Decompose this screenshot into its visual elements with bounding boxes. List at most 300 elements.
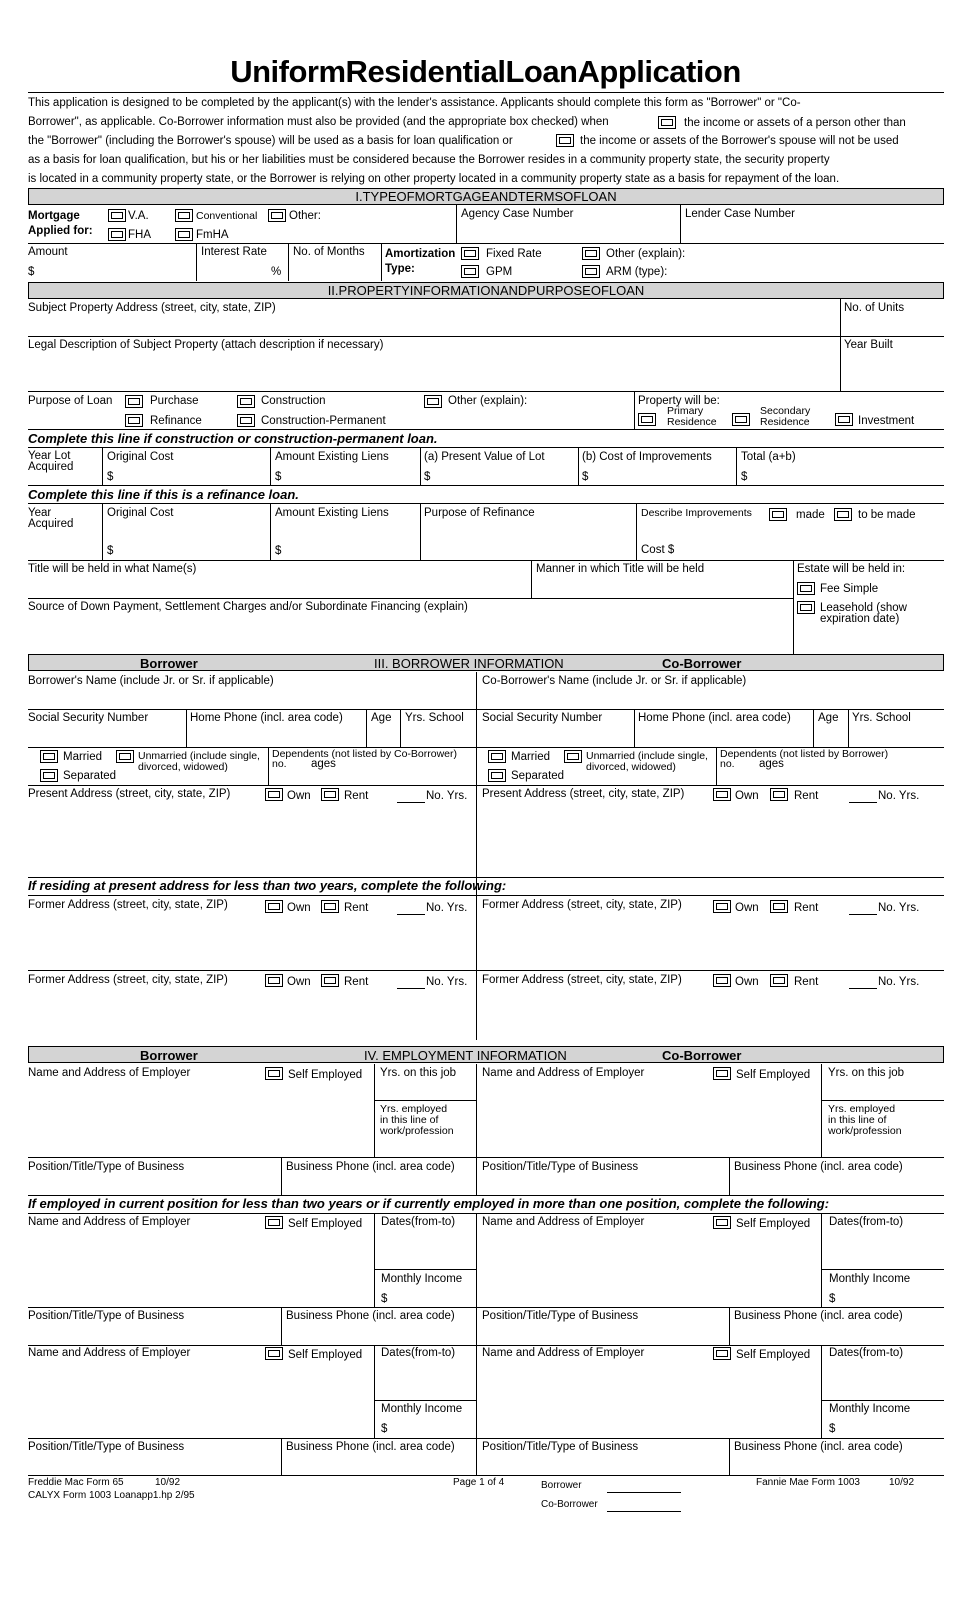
coborrower-present-own-checkbox[interactable] <box>713 788 731 801</box>
divider <box>281 1438 282 1475</box>
divider <box>288 243 289 281</box>
section-3-coborrower-heading: Co-Borrower <box>662 656 742 671</box>
coborrower-prior-1-position-label: Position/Title/Type of Business <box>482 1310 639 1322</box>
original-cost-dollar: $ <box>107 471 114 483</box>
borrower-yrs-employed-label: Yrs. employed <box>380 1103 448 1115</box>
footer-freddie-date: 10/92 <box>155 1477 181 1488</box>
divider <box>381 243 382 281</box>
investment-label: Investment <box>858 415 915 427</box>
secondary-label: Secondary <box>760 405 811 417</box>
coborrower-former-2-own-checkbox[interactable] <box>713 974 731 987</box>
borrower-in-this-line-label: in this line of <box>380 1114 439 1126</box>
describe-improvements-label: Describe Improvements <box>641 507 752 519</box>
made-checkbox[interactable] <box>769 508 787 521</box>
borrower-prior-2-phone-label: Business Phone (incl. area code) <box>286 1441 455 1453</box>
coborrower-prior-1-income-label: Monthly Income <box>829 1273 911 1285</box>
refinance-line-heading: Complete this line if this is a refinance loan. <box>28 487 299 502</box>
divider <box>531 560 532 598</box>
fmha-label: FmHA <box>196 229 229 241</box>
coborrower-unmarried-label: Unmarried (include single, <box>586 750 708 762</box>
divider <box>848 709 849 747</box>
spouse-income-checkbox[interactable] <box>556 134 574 147</box>
va-label: V.A. <box>128 210 149 222</box>
coborrower-in-this-line-label: in this line of <box>828 1114 887 1126</box>
section-3-header: III. BORROWER INFORMATION <box>374 656 564 671</box>
coborrower-prior-1-income-dollar: $ <box>829 1293 836 1305</box>
borrower-prior-2-dates-label: Dates(from-to) <box>381 1347 456 1359</box>
footer-borrower-initials-blank[interactable] <box>607 1481 681 1493</box>
borrower-prior-1-dates-label: Dates(from-to) <box>381 1216 456 1228</box>
borrower-separated-checkbox[interactable] <box>40 769 58 782</box>
divider <box>28 1307 944 1308</box>
divider <box>186 709 187 747</box>
coborrower-work-profession-label: work/profession <box>828 1125 902 1137</box>
divider <box>28 1213 944 1214</box>
year-label: Year <box>28 507 52 519</box>
coborrower-business-phone-label: Business Phone (incl. area code) <box>734 1161 903 1173</box>
coborrower-former-1-own-checkbox[interactable] <box>713 900 731 913</box>
coborrower-prior-1-dates-label: Dates(from-to) <box>829 1216 904 1228</box>
divider <box>821 1100 944 1101</box>
construction-checkbox[interactable] <box>237 395 255 408</box>
purchase-checkbox[interactable] <box>125 395 143 408</box>
fha-checkbox[interactable] <box>108 228 126 241</box>
borrower-former-1-rent-checkbox[interactable] <box>321 900 339 913</box>
refinance-checkbox[interactable] <box>125 414 143 427</box>
original-cost-label: Original Cost <box>107 451 174 463</box>
divider <box>28 485 944 486</box>
borrower-prior-1-income-label: Monthly Income <box>381 1273 463 1285</box>
borrower-present-years-label: No. Yrs. <box>426 790 468 802</box>
borrower-former-1-own-checkbox[interactable] <box>265 900 283 913</box>
divider <box>793 560 794 654</box>
coborrower-present-years-blank[interactable] <box>849 791 877 803</box>
employed-line-heading: If employed in current position for less than two years or if currently employed in more than one position, complete the following: <box>28 1196 830 1211</box>
borrower-ssn-label: Social Security Number <box>28 712 149 724</box>
refinance-label: Refinance <box>150 415 202 427</box>
divider <box>28 1475 944 1476</box>
other-mortgage-checkbox[interactable] <box>268 209 286 222</box>
fixed-rate-checkbox[interactable] <box>461 247 479 260</box>
year-built-label: Year Built <box>844 339 893 351</box>
coborrower-self-employed-label: Self Employed <box>736 1069 811 1081</box>
coborrower-separated-checkbox[interactable] <box>488 769 506 782</box>
conventional-label: Conventional <box>196 210 258 222</box>
coborrower-school-label: Yrs. School <box>852 712 911 724</box>
coborrower-dependents-ages: ages <box>759 758 784 770</box>
acquired-label: Acquired <box>28 461 74 473</box>
mortgage-label: Mortgage <box>28 210 80 222</box>
section-1-header: I.TYPEOFMORTGAGEANDTERMSOFLOAN <box>28 188 944 205</box>
gpm-checkbox[interactable] <box>461 265 479 278</box>
borrower-former-1-years-blank[interactable] <box>397 903 425 915</box>
divider <box>634 709 635 747</box>
gpm-label: GPM <box>486 266 513 278</box>
coborrower-self-employed-checkbox[interactable] <box>713 1067 731 1080</box>
borrower-prior-2-income-dollar: $ <box>381 1423 388 1435</box>
borrower-dependents-no: no. <box>272 758 287 770</box>
leasehold-label: Leasehold (show <box>820 602 907 614</box>
year-acquired-label: Acquired <box>28 518 74 530</box>
divider <box>821 1213 822 1307</box>
coborrower-dependents-label: Dependents (not listed by Borrower) <box>720 748 889 760</box>
construction-label: Construction <box>261 395 326 407</box>
divider <box>634 391 635 429</box>
coborrower-yrs-job-label: Yrs. on this job <box>828 1067 905 1079</box>
total-label: Total (a+b) <box>741 451 796 463</box>
coborrower-prior-employer-1-label: Name and Address of Employer <box>482 1216 645 1228</box>
intro-line-5: is located in a community property state, or the Borrower is relying on other property located in a community property state as a basis for repayment of the loan. <box>28 173 840 185</box>
amortization-type-label: Type: <box>385 263 415 275</box>
coborrower-prior-1-self-employed-label: Self Employed <box>736 1218 811 1230</box>
fha-label: FHA <box>128 229 151 241</box>
borrower-yrs-job-label: Yrs. on this job <box>380 1067 457 1079</box>
property-will-be-label: Property will be: <box>638 395 720 407</box>
borrower-prior-employer-1-label: Name and Address of Employer <box>28 1216 191 1228</box>
divider <box>28 447 944 448</box>
coborrower-yrs-employed-label: Yrs. employed <box>828 1103 896 1115</box>
made-label: made <box>796 509 825 521</box>
coborrower-age-label: Age <box>818 712 839 724</box>
present-value-label: (a) Present Value of Lot <box>424 451 545 463</box>
footer-page-number: Page 1 of 4 <box>453 1477 505 1488</box>
other-amort-label: Other (explain): <box>606 248 686 260</box>
months-label: No. of Months <box>293 246 365 258</box>
refi-existing-liens-label: Amount Existing Liens <box>275 507 389 519</box>
divider <box>400 709 401 747</box>
purpose-label: Purpose of Loan <box>28 395 113 407</box>
fixed-rate-label: Fixed Rate <box>486 248 542 260</box>
divider <box>281 1307 282 1345</box>
coborrower-present-rent-checkbox[interactable] <box>770 788 788 801</box>
agency-case-label: Agency Case Number <box>461 208 574 220</box>
divider <box>374 1213 375 1307</box>
divider <box>420 503 421 560</box>
fee-simple-checkbox[interactable] <box>797 582 815 595</box>
borrower-phone-label: Home Phone (incl. area code) <box>190 712 343 724</box>
borrower-prior-2-income-label: Monthly Income <box>381 1403 463 1415</box>
other-purpose-checkbox[interactable] <box>424 395 442 408</box>
coborrower-separated-label: Separated <box>511 770 565 782</box>
coborrower-former-1-years-blank[interactable] <box>849 903 877 915</box>
coborrower-prior-1-phone-label: Business Phone (incl. area code) <box>734 1310 903 1322</box>
coborrower-ssn-label: Social Security Number <box>482 712 603 724</box>
divider <box>729 1307 730 1345</box>
down-payment-source-label: Source of Down Payment, Settlement Charges and/or Subordinate Financing (explain) <box>28 601 468 613</box>
borrower-column-divider <box>476 672 477 1040</box>
borrower-unmarried-checkbox[interactable] <box>116 750 134 763</box>
borrower-present-address-label: Present Address (street, city, state, ZIP) <box>28 788 231 800</box>
footer-borrower-initials-label: Borrower <box>541 1480 582 1491</box>
coborrower-former-2-years-label: No. Yrs. <box>878 976 920 988</box>
footer-coborrower-initials-label: Co-Borrower <box>541 1499 598 1510</box>
purpose-refinance-label: Purpose of Refinance <box>424 507 535 519</box>
other-purpose-label: Other (explain): <box>448 395 528 407</box>
to-be-made-checkbox[interactable] <box>834 508 852 521</box>
intro-line-1: This application is designed to be completed by the applicant(s) with the lender's assistance. Applicants should complete this form as "Borrower" or "Co- <box>28 97 801 109</box>
borrower-present-rent-label: Rent <box>344 790 369 802</box>
borrower-employer-label: Name and Address of Employer <box>28 1067 191 1079</box>
conventional-checkbox[interactable] <box>175 209 193 222</box>
coborrower-dependents-no: no. <box>720 758 735 770</box>
section-3-borrower-heading: Borrower <box>140 656 198 671</box>
borrower-age-label: Age <box>371 712 392 724</box>
footer-fannie-form: Fannie Mae Form 1003 <box>756 1477 860 1488</box>
coborrower-prior-2-income-label: Monthly Income <box>829 1403 911 1415</box>
investment-checkbox[interactable] <box>835 413 853 426</box>
coborrower-prior-2-self-employed-checkbox[interactable] <box>713 1347 731 1360</box>
coborrower-former-2-years-blank[interactable] <box>849 977 877 989</box>
improvements-cost-label: Cost $ <box>641 544 675 556</box>
divider <box>28 1157 944 1158</box>
footer-freddie-form: Freddie Mac Form 65 <box>28 1477 124 1488</box>
borrower-separated-label: Separated <box>63 770 117 782</box>
existing-liens-dollar: $ <box>275 471 282 483</box>
borrower-prior-employer-2-label: Name and Address of Employer <box>28 1347 191 1359</box>
footer-calyx-form: CALYX Form 1003 Loanapp1.hp 2/95 <box>28 1490 195 1501</box>
coborrower-former-1-years-label: No. Yrs. <box>878 902 920 914</box>
borrower-present-rent-checkbox[interactable] <box>321 788 339 801</box>
refi-original-cost-dollar: $ <box>107 545 114 557</box>
fee-simple-label: Fee Simple <box>820 583 879 595</box>
coborrower-former-address-2-label: Former Address (street, city, state, ZIP) <box>482 974 682 986</box>
borrower-former-1-years-label: No. Yrs. <box>426 902 468 914</box>
coborrower-former-1-own-label: Own <box>735 902 759 914</box>
lender-case-label: Lender Case Number <box>685 208 795 220</box>
section-2-header: II.PROPERTYINFORMATIONANDPURPOSEOFLOAN <box>28 282 944 299</box>
borrower-prior-1-self-employed-checkbox[interactable] <box>265 1216 283 1229</box>
intro-line-3a: the "Borrower" (including the Borrower's spouse) will be used as a basis for loan qualification or <box>28 135 513 147</box>
divider <box>28 1345 944 1346</box>
secondary-residence-label: Residence <box>760 416 810 428</box>
borrower-present-own-checkbox[interactable] <box>265 788 283 801</box>
coborrower-position-label: Position/Title/Type of Business <box>482 1161 639 1173</box>
coborrower-prior-1-self-employed-checkbox[interactable] <box>713 1216 731 1229</box>
divider <box>196 243 197 281</box>
divider <box>102 503 103 560</box>
borrower-self-employed-checkbox[interactable] <box>265 1067 283 1080</box>
va-checkbox[interactable] <box>108 209 126 222</box>
coborrower-married-label: Married <box>511 751 550 763</box>
borrower-prior-1-self-employed-label: Self Employed <box>288 1218 363 1230</box>
interest-rate-label: Interest Rate <box>201 246 267 258</box>
intro-line-2a: Borrower", as applicable. Co-Borrower information must also be provided (and the appropriate box checked) when <box>28 116 609 128</box>
borrower-married-checkbox[interactable] <box>40 750 58 763</box>
other-amort-checkbox[interactable] <box>582 247 600 260</box>
borrower-former-1-rent-label: Rent <box>344 902 369 914</box>
primary-residence-label: Residence <box>667 416 717 428</box>
present-value-dollar: $ <box>424 471 431 483</box>
divider <box>374 1345 375 1438</box>
borrower-former-address-2-label: Former Address (street, city, state, ZIP) <box>28 974 228 986</box>
divider <box>374 1064 375 1157</box>
coborrower-phone-label: Home Phone (incl. area code) <box>638 712 791 724</box>
divider <box>420 447 421 485</box>
intro-line-3b: the income or assets of the Borrower's spouse will not be used <box>580 135 899 147</box>
borrower-position-label: Position/Title/Type of Business <box>28 1161 185 1173</box>
divider <box>821 1064 822 1157</box>
borrower-prior-2-self-employed-checkbox[interactable] <box>265 1347 283 1360</box>
borrower-former-2-rent-label: Rent <box>344 976 369 988</box>
section-4-borrower-heading: Borrower <box>140 1048 198 1063</box>
divider <box>366 709 367 747</box>
divider <box>270 503 271 560</box>
divider <box>578 447 579 485</box>
borrower-dependents-ages: ages <box>311 758 336 770</box>
coborrower-employer-label: Name and Address of Employer <box>482 1067 645 1079</box>
purchase-label: Purchase <box>150 395 199 407</box>
divider <box>821 1345 822 1438</box>
subject-address-label: Subject Property Address (street, city, state, ZIP) <box>28 302 276 314</box>
primary-label: Primary <box>667 405 704 417</box>
divider <box>28 243 944 244</box>
borrower-present-years-blank[interactable] <box>397 791 425 803</box>
other-mortgage-label: Other: <box>289 210 321 222</box>
borrower-married-label: Married <box>63 751 102 763</box>
secondary-residence-checkbox[interactable] <box>732 413 750 426</box>
borrower-prior-2-position-label: Position/Title/Type of Business <box>28 1441 185 1453</box>
residing-line-heading: If residing at present address for less than two years, complete the following: <box>28 878 507 893</box>
legal-description-label: Legal Description of Subject Property (attach description if necessary) <box>28 339 384 351</box>
intro-line-2b: the income or assets of a person other than <box>684 117 906 129</box>
coborrower-former-1-rent-checkbox[interactable] <box>770 900 788 913</box>
page-title: UniformResidentialLoanApplication <box>230 54 741 89</box>
total-dollar: $ <box>741 471 748 483</box>
borrower-work-profession-label: work/profession <box>380 1125 454 1137</box>
divider <box>28 503 944 504</box>
divider <box>268 747 269 785</box>
leasehold-checkbox[interactable] <box>797 601 815 614</box>
coborrower-present-address-label: Present Address (street, city, state, ZIP) <box>482 788 685 800</box>
divider <box>270 447 271 485</box>
coborrower-prior-2-income-dollar: $ <box>829 1423 836 1435</box>
amortization-label: Amortization <box>385 248 456 260</box>
borrower-prior-1-phone-label: Business Phone (incl. area code) <box>286 1310 455 1322</box>
borrower-prior-1-position-label: Position/Title/Type of Business <box>28 1310 185 1322</box>
divider <box>28 895 944 896</box>
borrower-dependents-label: Dependents (not listed by Co-Borrower) <box>272 748 458 760</box>
cost-improvements-dollar: $ <box>582 471 589 483</box>
borrower-former-2-own-label: Own <box>287 976 311 988</box>
divider <box>729 1438 730 1475</box>
divider <box>281 1157 282 1195</box>
divider <box>374 1400 476 1401</box>
footer-coborrower-initials-blank[interactable] <box>607 1500 681 1512</box>
borrower-former-2-years-blank[interactable] <box>397 977 425 989</box>
coborrower-present-own-label: Own <box>735 790 759 802</box>
title-names-label: Title will be held in what Name(s) <box>28 563 197 575</box>
coborrower-name-label: Co-Borrower's Name (include Jr. or Sr. if applicable) <box>482 675 747 687</box>
divider <box>680 205 681 243</box>
borrower-self-employed-label: Self Employed <box>288 1069 363 1081</box>
borrower-name-label: Borrower's Name (include Jr. or Sr. if applicable) <box>28 675 274 687</box>
borrower-former-address-1-label: Former Address (street, city, state, ZIP) <box>28 899 228 911</box>
divider <box>636 503 637 560</box>
borrower-unmarried-label: Unmarried (include single, <box>138 750 260 762</box>
divider <box>28 336 944 337</box>
divider <box>736 447 737 485</box>
divider <box>456 205 457 243</box>
year-lot-label: Year Lot <box>28 450 71 462</box>
units-label: No. of Units <box>844 302 905 314</box>
borrower-business-phone-label: Business Phone (incl. area code) <box>286 1161 455 1173</box>
fmha-checkbox[interactable] <box>175 228 193 241</box>
coborrower-income-checkbox[interactable] <box>658 116 676 129</box>
divider <box>840 299 841 391</box>
amount-label: Amount <box>28 246 68 258</box>
divider <box>28 598 793 599</box>
coborrower-former-2-rent-label: Rent <box>794 976 819 988</box>
estate-label: Estate will be held in: <box>797 563 906 575</box>
refi-existing-liens-dollar: $ <box>275 545 282 557</box>
section-4-header: IV. EMPLOYMENT INFORMATION <box>364 1048 567 1063</box>
borrower-divorced-label: divorced, widowed) <box>138 761 228 773</box>
expiration-label: expiration date) <box>820 613 900 625</box>
intro-line-4: as a basis for loan qualification, but his or her liabilities must be considered because the Borrower resides in a community property state, the security property <box>28 154 830 166</box>
divider <box>28 92 944 93</box>
borrower-former-1-own-label: Own <box>287 902 311 914</box>
title-manner-label: Manner in which Title will be held <box>536 563 705 575</box>
coborrower-prior-2-position-label: Position/Title/Type of Business <box>482 1441 639 1453</box>
percent-sign: % <box>271 266 282 278</box>
divider <box>821 1269 944 1270</box>
prior-employment-column-divider <box>476 1213 477 1475</box>
coborrower-present-years-label: No. Yrs. <box>878 790 920 802</box>
refi-original-cost-label: Original Cost <box>107 507 174 519</box>
borrower-former-2-years-label: No. Yrs. <box>426 976 468 988</box>
arm-label: ARM (type): <box>606 266 668 278</box>
section-4-coborrower-heading: Co-Borrower <box>662 1048 742 1063</box>
construction-line-heading: Complete this line if construction or construction-permanent loan. <box>28 431 438 446</box>
footer-fannie-date: 10/92 <box>889 1477 915 1488</box>
divider <box>813 709 814 747</box>
borrower-prior-1-income-dollar: $ <box>381 1293 388 1305</box>
coborrower-married-checkbox[interactable] <box>488 750 506 763</box>
coborrower-former-address-1-label: Former Address (street, city, state, ZIP) <box>482 899 682 911</box>
coborrower-present-rent-label: Rent <box>794 790 819 802</box>
amount-dollar: $ <box>28 266 35 278</box>
coborrower-prior-2-dates-label: Dates(from-to) <box>829 1347 904 1359</box>
divider <box>102 447 103 485</box>
borrower-former-2-rent-checkbox[interactable] <box>321 974 339 987</box>
coborrower-divorced-label: divorced, widowed) <box>586 761 676 773</box>
borrower-prior-2-self-employed-label: Self Employed <box>288 1349 363 1361</box>
divider <box>821 1400 944 1401</box>
borrower-former-2-own-checkbox[interactable] <box>265 974 283 987</box>
construction-perm-label: Construction-Permanent <box>261 415 386 427</box>
divider <box>716 747 717 785</box>
coborrower-former-2-rent-checkbox[interactable] <box>770 974 788 987</box>
divider <box>729 1157 730 1195</box>
divider <box>28 970 944 971</box>
divider <box>28 1438 944 1439</box>
divider <box>374 1100 476 1101</box>
divider <box>28 429 944 430</box>
coborrower-former-2-own-label: Own <box>735 976 759 988</box>
divider <box>28 560 944 561</box>
divider <box>28 391 944 392</box>
coborrower-prior-employer-2-label: Name and Address of Employer <box>482 1347 645 1359</box>
divider <box>28 785 944 786</box>
construction-perm-checkbox[interactable] <box>237 414 255 427</box>
arm-checkbox[interactable] <box>582 265 600 278</box>
coborrower-unmarried-checkbox[interactable] <box>564 750 582 763</box>
primary-residence-checkbox[interactable] <box>638 413 656 426</box>
employment-column-divider <box>476 1064 477 1195</box>
coborrower-prior-2-phone-label: Business Phone (incl. area code) <box>734 1441 903 1453</box>
to-be-made-label: to be made <box>858 509 916 521</box>
applied-for-label: Applied for: <box>28 225 93 237</box>
